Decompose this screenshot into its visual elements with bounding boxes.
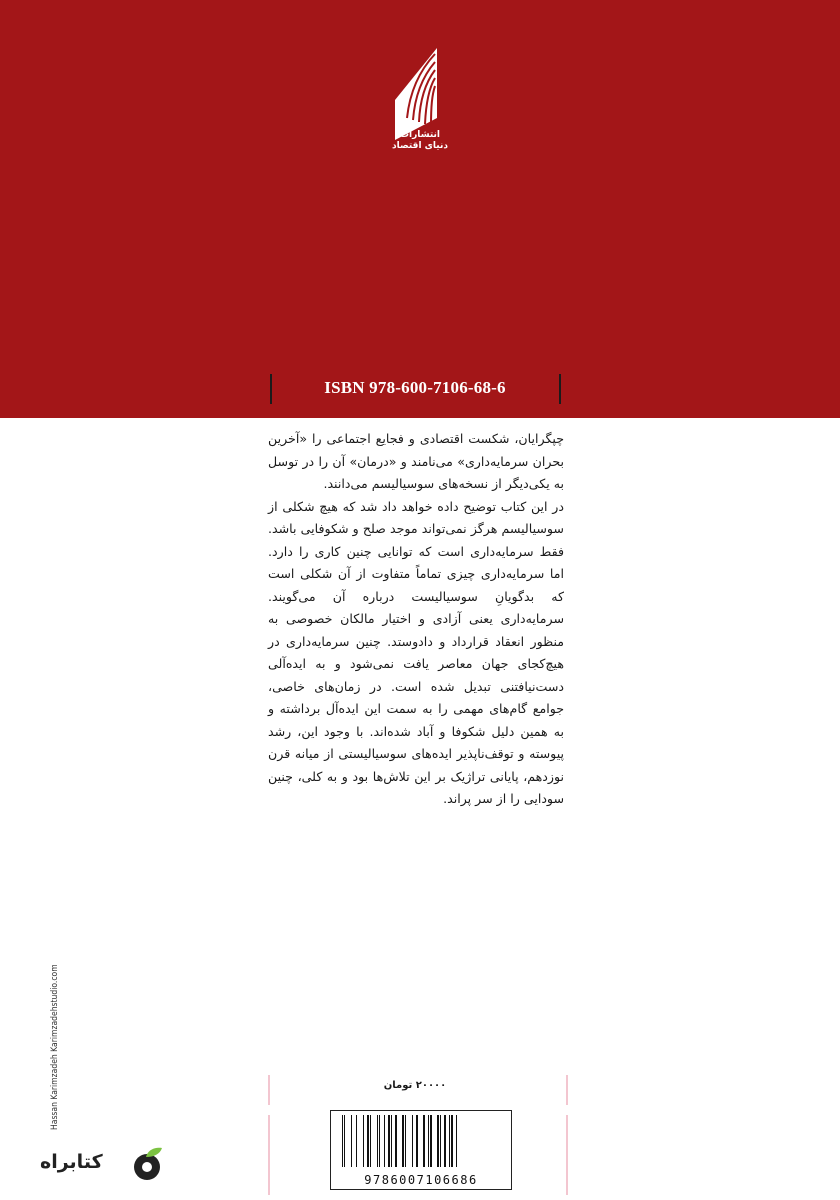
publisher-logo-caption [360, 130, 480, 152]
barcode-bar [437, 1115, 439, 1167]
barcode-bar [356, 1115, 357, 1167]
watermark [40, 1145, 170, 1185]
cover-red-panel [0, 0, 840, 418]
barcode-bar [377, 1115, 378, 1167]
leaf-logo-icon [132, 1145, 166, 1183]
publisher-name-line1: انتشارات [400, 130, 440, 140]
barcode-bar [388, 1115, 390, 1167]
barcode-bar [395, 1115, 397, 1167]
barcode-bar [370, 1115, 371, 1167]
barcode-bar [391, 1115, 392, 1167]
isbn-divider-left [270, 374, 272, 404]
barcode-bar [342, 1115, 343, 1167]
blurb-paragraph-2: در این کتاب توضیح داده خواهد داد شد که هیچ شکلی از سوسیالیسم هرگز نمی‌تواند موجد صلح و شکوفایی باشد. فقط سرمایه‌داری است که توانایی چنین کاری را دارد. اما سرمایه‌داری چیزی تماماً متفاوت از آن شکلی است که بدگویانِ سوسیالیست درباره آن می‌گویند. سرمایه‌داری یعنی آزادی و اختیار مالکان خصوصی به منظور انعقاد قرارداد و دادوستد. چنین سرمایه‌داری در هیچ‌کجای جهان معاصر یافت نمی‌شود و به ایده‌آلی دست‌نیافتنی تبدیل شده است. در زمان‌های خاصی، جوامع گام‌های مهمی را به سمت این ایده‌آل برداشته و به همین دلیل شکوفا و آباد شده‌اند. با وجود این، رشد پیوسته و توقف‌ناپذیر ایده‌های سوسیالیستی از میانه قرن نوزدهم، پایانی تراژیک بر این تلاش‌ها بود و به کلی، چنین سودایی را از سر پراند. [268, 498, 564, 806]
barcode-bar [402, 1115, 404, 1167]
barcode-bar [444, 1115, 446, 1167]
barcode-digits: 9786007106686 [364, 1173, 478, 1187]
barcode-bar [344, 1115, 345, 1167]
barcode-bar [367, 1115, 369, 1167]
barcode-bar [428, 1115, 429, 1167]
barcode-bar [379, 1115, 380, 1167]
watermark-text: کتابراه [40, 1151, 103, 1173]
publisher-name-line2: دنیای اقتصاد [392, 141, 448, 151]
price-bracket-left [268, 1075, 270, 1195]
barcode-bar [351, 1115, 352, 1167]
barcode-bar [412, 1115, 413, 1167]
barcode-bar [456, 1115, 457, 1167]
barcode-bar [440, 1115, 441, 1167]
isbn-barcode [330, 1110, 512, 1190]
price-bracket-right [566, 1075, 568, 1195]
price-label: ۲۰۰۰۰ تومان [383, 1080, 447, 1091]
barcode-bar [423, 1115, 425, 1167]
designer-credit: Hassan Karimzadeh Karimzadehstudio.com [50, 964, 60, 1130]
barcode-bar [384, 1115, 385, 1167]
barcode-bar [405, 1115, 406, 1167]
barcode-bar [416, 1115, 418, 1167]
barcode-bar [363, 1115, 364, 1167]
barcode-bar [430, 1115, 432, 1167]
isbn-divider-right [559, 374, 561, 404]
blurb-paragraph-1: چپگرایان، شکست اقتصادی و فجایع اجتماعی را «آخرین بحران سرمایه‌داری» می‌نامند و «درمان» آن را در توسل به یکی‌دیگر از نسخه‌های سوسیالیسم می‌دانند. [268, 431, 564, 491]
barcode-bar [451, 1115, 453, 1167]
barcode-bars [337, 1115, 503, 1167]
isbn-label: ISBN 978-600-7106-68-6 [324, 378, 506, 397]
back-cover-blurb [268, 428, 564, 811]
barcode-bar [449, 1115, 450, 1167]
